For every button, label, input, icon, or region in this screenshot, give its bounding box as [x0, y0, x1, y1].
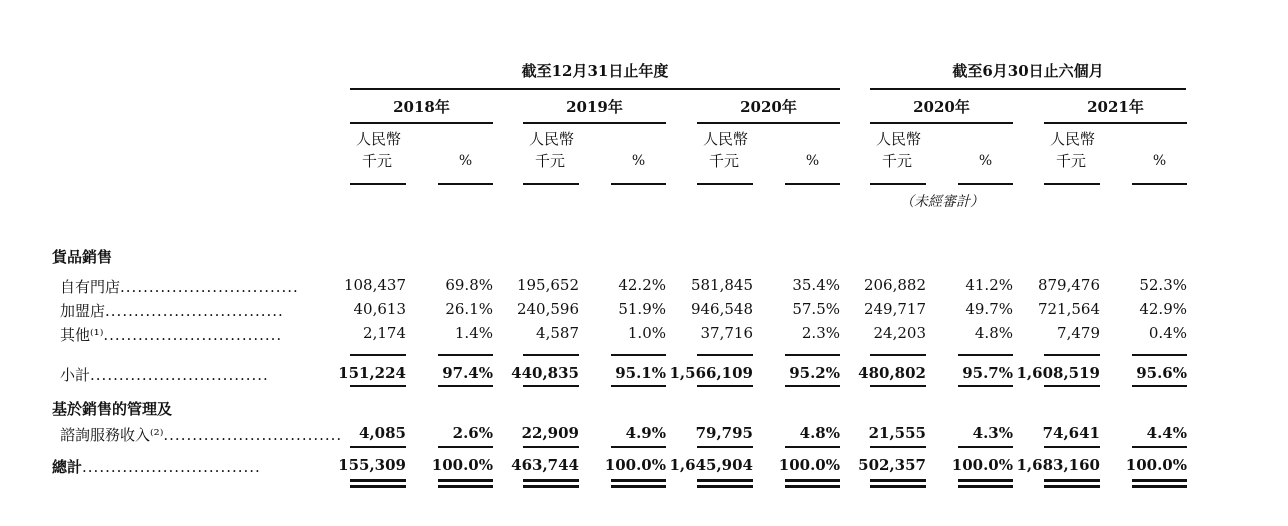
- percent-header: %: [631, 153, 646, 169]
- sub-rule: [611, 183, 666, 185]
- year-rule: [523, 122, 666, 124]
- table-cell: 108,437: [343, 276, 406, 294]
- year-rule: [1044, 122, 1187, 124]
- group-header-half-year: 截至6月30日止六個月: [952, 62, 1104, 80]
- table-rule: [1044, 354, 1100, 356]
- table-cell: 1.0%: [627, 324, 666, 342]
- table-cell: 26.1%: [445, 300, 493, 318]
- table-rule: [870, 485, 926, 488]
- table-rule: [697, 479, 753, 482]
- table-cell: 195,652: [516, 276, 579, 294]
- year-header-2021-h1: 2021年: [1087, 98, 1144, 116]
- currency-header: 人民幣 千元: [1050, 130, 1096, 170]
- table-cell: 40,613: [353, 300, 406, 318]
- table-cell: 2,174: [363, 324, 406, 342]
- table-cell: 52.3%: [1139, 276, 1187, 294]
- table-rule: [350, 485, 406, 488]
- row-label-own-stores: 自有門店...............................: [60, 278, 299, 296]
- year-rule: [350, 122, 493, 124]
- sub-rule: [438, 183, 493, 185]
- table-cell: 42.9%: [1139, 300, 1187, 318]
- table-cell: 79,795: [695, 424, 753, 442]
- table-cell: 69.8%: [445, 276, 493, 294]
- table-cell: 95.6%: [1136, 364, 1187, 382]
- table-cell: 155,309: [338, 456, 406, 474]
- table-cell: 4,085: [359, 424, 406, 442]
- table-rule: [438, 385, 493, 387]
- table-rule: [870, 354, 926, 356]
- table-cell: 721,564: [1037, 300, 1100, 318]
- table-cell: 24,203: [873, 324, 926, 342]
- row-label-service-income: 諮詢服務收入⁽²⁾...............................: [60, 426, 343, 444]
- sub-rule: [958, 183, 1013, 185]
- table-cell: 7,479: [1057, 324, 1100, 342]
- sub-rule: [870, 183, 926, 185]
- table-cell: 879,476: [1037, 276, 1100, 294]
- table-cell: 151,224: [338, 364, 406, 382]
- table-rule: [611, 385, 666, 387]
- table-cell: 581,845: [690, 276, 753, 294]
- year-header-2020-h1: 2020年: [913, 98, 970, 116]
- table-cell: 440,835: [511, 364, 579, 382]
- table-rule: [785, 385, 840, 387]
- table-rule: [523, 385, 579, 387]
- table-cell: 2.3%: [801, 324, 840, 342]
- table-rule: [611, 485, 666, 488]
- table-cell: 95.2%: [789, 364, 840, 382]
- row-label-total: 總計...............................: [52, 458, 261, 476]
- table-cell: 57.5%: [792, 300, 840, 318]
- year-rule: [697, 122, 840, 124]
- table-rule: [870, 479, 926, 482]
- table-cell: 22,909: [521, 424, 579, 442]
- table-cell: 1,645,904: [669, 456, 753, 474]
- table-rule: [785, 485, 840, 488]
- percent-header: %: [805, 153, 820, 169]
- table-rule: [523, 354, 579, 356]
- table-rule: [438, 354, 493, 356]
- year-rule: [870, 122, 1013, 124]
- table-rule: [697, 385, 753, 387]
- currency-header: 人民幣 千元: [876, 130, 922, 170]
- table-rule: [611, 479, 666, 482]
- percent-header: %: [978, 153, 993, 169]
- table-rule: [870, 446, 926, 448]
- table-cell: 1.4%: [454, 324, 493, 342]
- sub-rule: [1132, 183, 1187, 185]
- unaudited-note: （未經審計）: [900, 194, 984, 210]
- table-cell: 95.7%: [962, 364, 1013, 382]
- table-rule: [350, 385, 406, 387]
- table-rule: [785, 354, 840, 356]
- table-cell: 51.9%: [618, 300, 666, 318]
- table-rule: [1044, 485, 1100, 488]
- table-rule: [870, 385, 926, 387]
- percent-header: %: [1152, 153, 1167, 169]
- table-cell: 97.4%: [442, 364, 493, 382]
- percent-header: %: [458, 153, 473, 169]
- table-cell: 0.4%: [1148, 324, 1187, 342]
- sub-rule: [1044, 183, 1100, 185]
- table-cell: 4.9%: [625, 424, 666, 442]
- table-cell: 35.4%: [792, 276, 840, 294]
- table-cell: 502,357: [858, 456, 926, 474]
- table-rule: [697, 446, 753, 448]
- currency-header: 人民幣 千元: [529, 130, 575, 170]
- table-rule: [611, 354, 666, 356]
- section-title-goods-sales: 貨品銷售: [52, 248, 113, 266]
- table-rule: [1132, 485, 1187, 488]
- sub-rule: [785, 183, 840, 185]
- row-label-franchise: 加盟店...............................: [60, 302, 284, 320]
- table-rule: [611, 446, 666, 448]
- table-cell: 240,596: [516, 300, 579, 318]
- row-label-other: 其他⁽¹⁾...............................: [60, 326, 283, 344]
- table-rule: [1132, 479, 1187, 482]
- table-rule: [523, 485, 579, 488]
- group-rule-half-year: [870, 88, 1186, 90]
- table-rule: [438, 485, 493, 488]
- table-rule: [523, 479, 579, 482]
- year-header-2020: 2020年: [740, 98, 797, 116]
- table-cell: 100.0%: [778, 456, 840, 474]
- table-rule: [1044, 479, 1100, 482]
- table-rule: [958, 446, 1013, 448]
- table-cell: 463,744: [511, 456, 579, 474]
- table-rule: [350, 446, 406, 448]
- table-rule: [958, 354, 1013, 356]
- table-rule: [438, 446, 493, 448]
- table-cell: 4.8%: [799, 424, 840, 442]
- table-rule: [958, 479, 1013, 482]
- table-cell: 480,802: [858, 364, 926, 382]
- table-cell: 41.2%: [965, 276, 1013, 294]
- currency-header: 人民幣 千元: [703, 130, 749, 170]
- table-cell: 2.6%: [452, 424, 493, 442]
- row-label-subtotal: 小計...............................: [60, 366, 269, 384]
- table-rule: [350, 479, 406, 482]
- table-cell: 21,555: [868, 424, 926, 442]
- table-cell: 4,587: [536, 324, 579, 342]
- sub-rule: [350, 183, 406, 185]
- table-cell: 1,683,160: [1016, 456, 1100, 474]
- table-cell: 946,548: [690, 300, 753, 318]
- table-rule: [697, 485, 753, 488]
- table-cell: 249,717: [863, 300, 926, 318]
- table-cell: 74,641: [1042, 424, 1100, 442]
- table-cell: 100.0%: [604, 456, 666, 474]
- currency-header: 人民幣 千元: [356, 130, 402, 170]
- group-header-annual: 截至12月31日止年度: [521, 62, 669, 80]
- table-rule: [523, 446, 579, 448]
- table-rule: [438, 479, 493, 482]
- table-cell: 4.4%: [1146, 424, 1187, 442]
- table-rule: [785, 446, 840, 448]
- year-header-2019: 2019年: [566, 98, 623, 116]
- table-cell: 95.1%: [615, 364, 666, 382]
- table-rule: [1132, 446, 1187, 448]
- table-rule: [1132, 354, 1187, 356]
- table-rule: [350, 354, 406, 356]
- table-cell: 42.2%: [618, 276, 666, 294]
- table-cell: 4.3%: [972, 424, 1013, 442]
- table-cell: 206,882: [863, 276, 926, 294]
- year-header-2018: 2018年: [393, 98, 450, 116]
- table-cell: 1,566,109: [669, 364, 753, 382]
- sub-rule: [697, 183, 753, 185]
- table-rule: [1044, 446, 1100, 448]
- table-rule: [1132, 385, 1187, 387]
- table-cell: 49.7%: [965, 300, 1013, 318]
- table-rule: [958, 485, 1013, 488]
- sub-rule: [523, 183, 579, 185]
- group-rule-annual: [350, 88, 840, 90]
- table-rule: [697, 354, 753, 356]
- table-rule: [958, 385, 1013, 387]
- table-cell: 1,608,519: [1016, 364, 1100, 382]
- table-rule: [1044, 385, 1100, 387]
- table-cell: 100.0%: [431, 456, 493, 474]
- row-label-service-income-line1: 基於銷售的管理及: [52, 400, 173, 418]
- table-cell: 4.8%: [974, 324, 1013, 342]
- table-cell: 100.0%: [951, 456, 1013, 474]
- table-cell: 100.0%: [1125, 456, 1187, 474]
- table-rule: [785, 479, 840, 482]
- table-cell: 37,716: [700, 324, 753, 342]
